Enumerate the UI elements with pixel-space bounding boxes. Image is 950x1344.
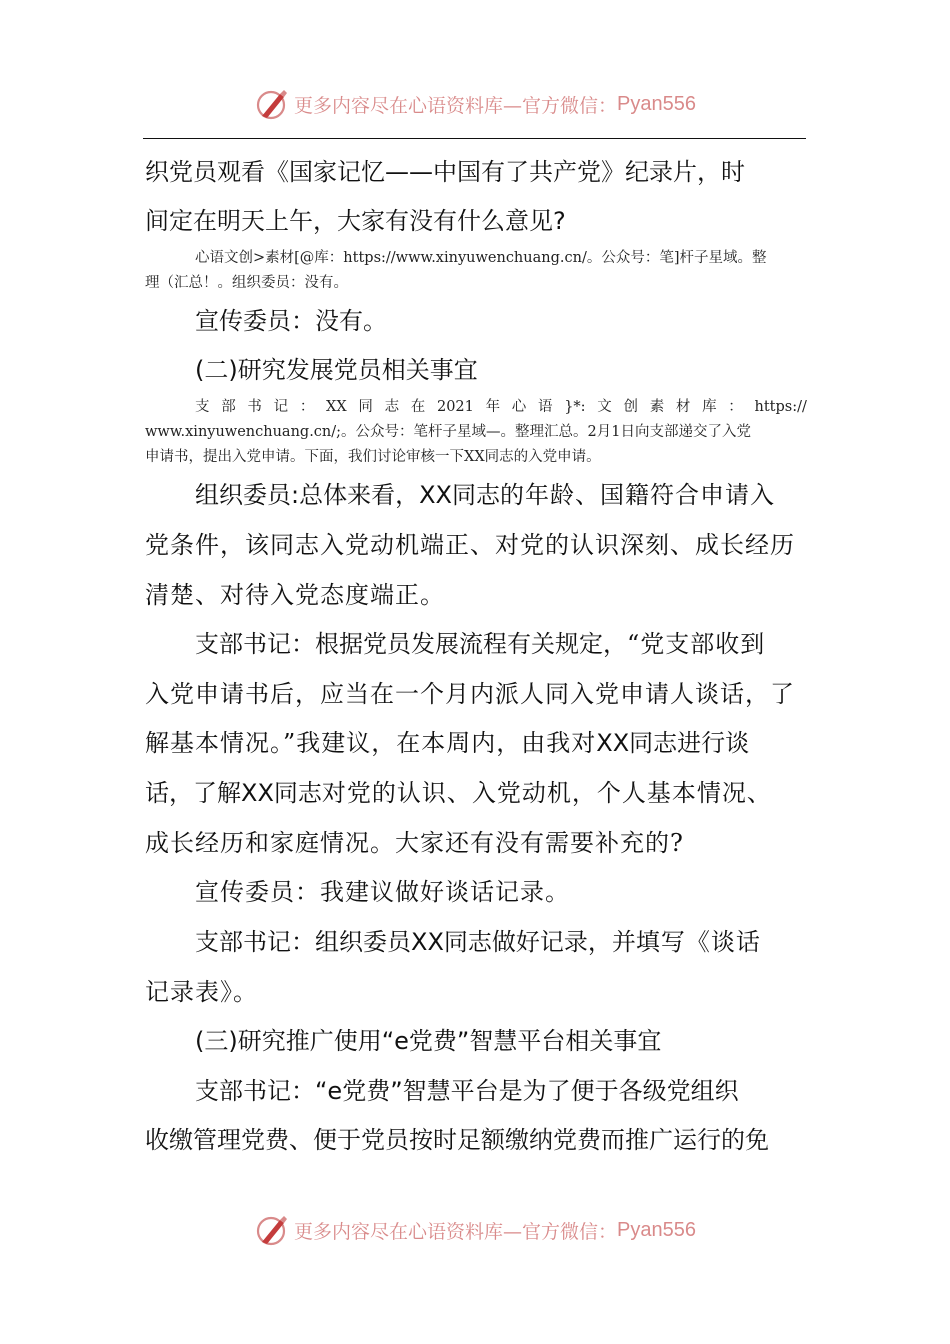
body-line: 成长经历和家庭情况。大家还有没有需要补充的? xyxy=(145,829,684,857)
footer-banner xyxy=(0,1210,950,1250)
body-line: 织党员观看《国家记忆——中国有了共产党》纪录片，时 xyxy=(145,158,745,186)
watermark-note: 心语文创>素材[@库：https://www.xinyuwenchuang.cn/。公众号：笔]杆子星域。整 xyxy=(195,250,767,266)
header-divider xyxy=(143,138,806,139)
speaker-line: 组织委员:总体来看，XX同志的年龄、国籍符合申请入 xyxy=(195,481,775,509)
body-line: 解基本情况。”我建议，在本周内，由我对XX同志进行谈 xyxy=(145,729,750,757)
banner-text: 更多内容尽在心语资料库—官方微信： xyxy=(294,1220,618,1243)
section-heading: (二)研究发展党员相关事宜 xyxy=(195,356,478,384)
body-line: 话，了解XX同志对党的认识、入党动机，个人基本情况、 xyxy=(145,779,772,807)
speaker-line: 支部书记：根据党员发展流程有关规定，“党支部收到 xyxy=(195,630,766,658)
speaker-line: 宣传委员：我建议做好谈话记录。 xyxy=(195,878,570,906)
body-line: 清楚、对待入党态度端正。 xyxy=(145,581,445,609)
pen-logo-icon xyxy=(254,1212,290,1248)
banner-wechat-id: Pyan556 xyxy=(617,1218,696,1241)
speaker-line: 支部书记：组织委员XX同志做好记录，并填写《谈话 xyxy=(195,928,761,956)
watermark-note: 理（汇总！。组织委员：没有。 xyxy=(145,275,348,291)
body-line: 间定在明天上午，大家有没有什么意见? xyxy=(145,207,566,235)
pen-logo-icon xyxy=(254,86,290,122)
body-line: 入党申请书后，应当在一个月内派人同入党申请人谈话，了 xyxy=(145,680,795,708)
body-line: 记录表》。 xyxy=(145,978,258,1006)
speaker-line: 支部书记：“e党费”智慧平台是为了便于各级党组织 xyxy=(195,1077,739,1105)
watermark-note-spaced: 支 部 书 记 ： XX 同 志 在 2021 年 心 语 }*: 文 创 素 材 库 ： https:// xyxy=(195,399,807,415)
body-line: 收缴管理党费、便于党员按时足额缴纳党费而推广运行的免 xyxy=(145,1126,769,1154)
watermark-note: 申请书，提出入党申请。下面，我们讨论审核一下XX同志的入党申请。 xyxy=(145,449,601,465)
header-banner xyxy=(0,84,950,124)
watermark-note: www.xinyuwenchuang.cn/;。公众号：笔杆子星域—。整理汇总。2月1日向支部递交了入党 xyxy=(145,424,751,440)
banner-text: 更多内容尽在心语资料库—官方微信： xyxy=(294,94,618,117)
body-line: 党条件，该同志入党动机端正、对党的认识深刻、成长经历 xyxy=(145,531,795,559)
speaker-line: 宣传委员：没有。 xyxy=(195,307,387,335)
banner-wechat-id: Pyan556 xyxy=(617,92,696,115)
section-heading: (三)研究推广使用“e党费”智慧平台相关事宜 xyxy=(195,1027,662,1055)
